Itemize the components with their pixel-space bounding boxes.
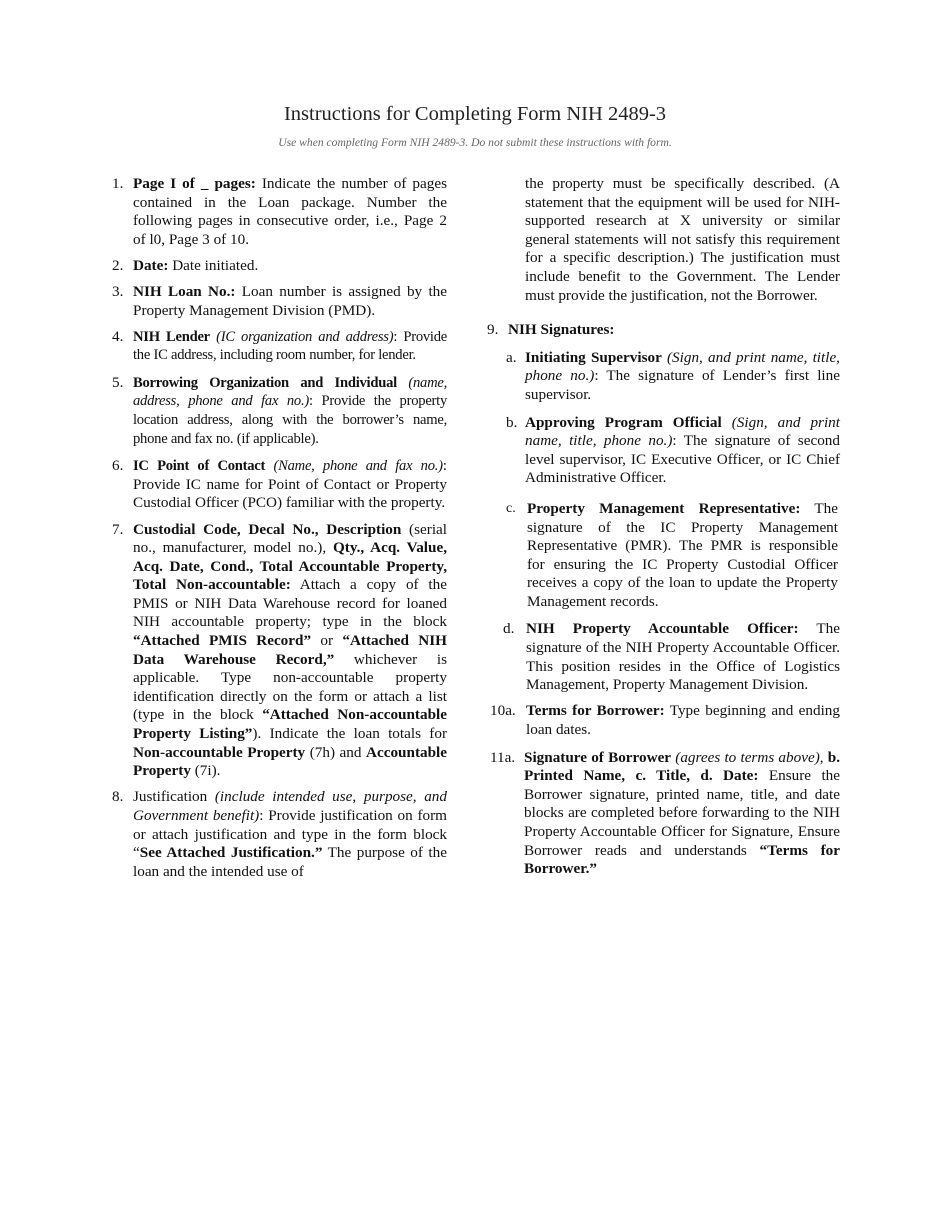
instruction-item-11a xyxy=(490,749,840,879)
item-text: Ensure the Borrower signature, printed name, title, and date blocks are completed before forwarding to the NIH Property Accountable Officer for Signature, Ensure Borrower reads and understands xyxy=(524,767,841,859)
left-column xyxy=(112,175,447,889)
item-label: Property Management Representative: xyxy=(527,499,801,517)
item-label: NIH Signatures: xyxy=(508,321,615,339)
item-number: 3. xyxy=(112,282,124,300)
item-text: The signature of the IC Property Management Representative (PMR). The PMR is responsible for ensuring the IC Property Custodial Officer receives a copy of the loan to update the Property Management records. xyxy=(527,499,838,610)
item-text: or xyxy=(311,632,343,650)
instruction-item-9b xyxy=(506,414,840,488)
item-number: 10a. xyxy=(490,702,516,720)
item-text: , xyxy=(819,748,828,766)
instruction-item-9a xyxy=(506,349,840,405)
item-bold-phrase: “Attached NIH Data Warehouse Record,” xyxy=(133,632,447,668)
item-hint: (Sign, and print name, title, phone no.) xyxy=(525,413,840,450)
item-number: 6. xyxy=(112,457,124,475)
instruction-item-5 xyxy=(112,374,447,448)
item-hint: (IC organization and address) xyxy=(209,328,394,345)
item-text: (7h) and xyxy=(305,743,367,761)
item-label: Date: xyxy=(133,256,169,274)
item-text: Attach a copy of the PMIS or NIH Data Warehouse record for loaned NIH accountable property; type in the block xyxy=(133,576,447,631)
item-text: The purpose of the loan and the intended use of xyxy=(133,844,447,880)
item-number: 5. xyxy=(112,373,124,391)
instruction-item-3 xyxy=(112,283,447,320)
item-hint: (Sign, and print name, title, phone no.) xyxy=(525,348,840,385)
item-number: 7. xyxy=(112,520,124,538)
instruction-item-9d xyxy=(503,620,840,694)
right-column xyxy=(484,175,840,886)
instruction-item-7 xyxy=(112,521,447,781)
item-bold-phrase: Non-accountable Property xyxy=(133,743,306,761)
item-text: whichever is applicable. Type non-accountable property identification directly on the form or attach a list (type in the block xyxy=(133,650,447,724)
item-bold-phrase: “Terms for Borrower.” xyxy=(524,841,840,878)
item-text: (serial no., manufacturer, model no.), xyxy=(133,520,447,557)
instruction-item-4 xyxy=(112,328,447,365)
page-title: Instructions for Completing Form NIH 2489-3 xyxy=(283,103,667,125)
item-label: Custodial Code, Decal No., Description xyxy=(133,520,402,538)
item-bold-fields: b. Printed Name, c. Title, d. Date: xyxy=(524,748,841,785)
item-bold-phrase: Accountable Property xyxy=(133,743,448,780)
item-label: Initiating Supervisor xyxy=(525,348,662,366)
instruction-item-9 xyxy=(487,321,840,340)
instruction-item-9c xyxy=(506,500,838,612)
item-text: the property must be specifically described. (A statement that the equipment will be used for NIH-supported research at X university or similar general statements will not satisfy this requirement for a specific description.) The justification must include benefit to the Government. The Lender must provide the justification, not the Borrower. xyxy=(525,175,840,304)
instruction-item-6 xyxy=(112,457,447,513)
item-number: d. xyxy=(503,620,515,638)
item-number: 4. xyxy=(112,327,124,345)
item-label: NIH Lender xyxy=(133,328,210,345)
item-hint: (agrees to terms above) xyxy=(671,748,820,766)
item-number: 8. xyxy=(112,788,124,806)
item-label: Justification xyxy=(133,788,208,806)
item-bold-phrase: “Attached PMIS Record” xyxy=(133,632,312,650)
instruction-item-8 xyxy=(112,788,447,881)
page-subtitle: Use when completing Form NIH 2489-3. Do not submit these instructions with form. xyxy=(278,136,672,149)
instruction-item-1 xyxy=(112,175,447,249)
item-bold-phrase: See Attached Justification.” xyxy=(139,844,323,862)
item-text: : The signature of Lender’s first line supervisor. xyxy=(525,367,840,403)
item-label: NIH Loan No.: xyxy=(133,282,236,300)
instruction-item-8-continued xyxy=(525,175,840,305)
item-number: 1. xyxy=(112,175,124,192)
item-text: : The signature of second level supervisor, IC Executive Officer, or IC Chief Administrative Officer. xyxy=(525,432,840,487)
item-text: : Provide IC name for Point of Contact or Property Custodial Officer (PCO) familiar with the property. xyxy=(133,457,447,512)
item-text: : Provide the IC address, including room number, for lender. xyxy=(133,328,447,364)
item-text: ). Indicate the loan totals for xyxy=(252,725,448,743)
item-label: Signature of Borrower xyxy=(524,748,672,766)
item-number: 2. xyxy=(112,256,124,274)
item-label: Approving Program Official xyxy=(525,413,722,431)
item-text: The signature of the NIH Property Accountable Officer. This position resides in the Office of Logistics Management, Property Management Division. xyxy=(526,620,840,694)
item-label: IC Point of Contact xyxy=(133,458,266,475)
item-label: Borrowing Organization and Individual xyxy=(133,374,397,391)
item-text: Date initiated. xyxy=(168,256,259,274)
item-text: (7i). xyxy=(190,762,221,780)
item-text: Indicate the number of pages contained in the Loan package. Number the following pages in consecutive order, i.e., Page 2 of l0, Page 3 of 10. xyxy=(133,175,447,248)
item-hint: (include intended use, purpose, and Government benefit) xyxy=(133,788,447,824)
item-bold-fields: Qty., Acq. Value, Acq. Date, Cond., Total Accountable Property, Total Non-accountable: xyxy=(133,539,447,594)
item-label: Page I of _ pages: xyxy=(133,175,256,192)
item-number: 9. xyxy=(487,321,499,339)
instruction-item-2 xyxy=(112,257,447,276)
item-text: Type beginning and ending loan dates. xyxy=(526,702,840,738)
item-hint: (name, address, phone and fax no.) xyxy=(133,374,447,410)
item-number: c. xyxy=(506,500,516,516)
item-label: NIH Property Accountable Officer: xyxy=(526,620,799,638)
item-number: 11a. xyxy=(490,748,516,766)
item-text: Loan number is assigned by the Property Management Division (PMD). xyxy=(133,282,448,319)
item-hint: (Name, phone and fax no.) xyxy=(265,458,443,475)
instruction-item-10a xyxy=(490,702,840,739)
item-label: Terms for Borrower: xyxy=(526,702,665,720)
item-number: b. xyxy=(506,413,518,431)
item-text: : Provide the property location address, along with the borrower’s name, phone and fax no. (if applicable). xyxy=(133,393,448,447)
item-text: : Provide justification on form or attach justification and type in the form block “ xyxy=(133,806,447,862)
item-number: a. xyxy=(506,348,517,366)
item-bold-phrase: “Attached Non-accountable Property Listing” xyxy=(133,706,447,743)
